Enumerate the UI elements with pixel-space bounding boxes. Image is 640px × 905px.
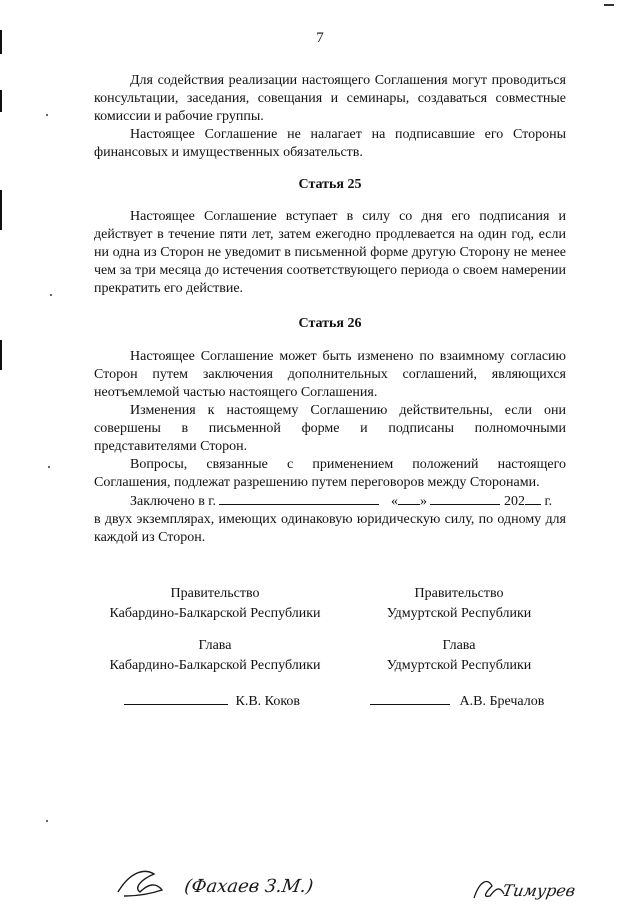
day-blank: [398, 492, 420, 505]
margin-mark: [0, 340, 2, 370]
article-26-paragraph-2: Изменения к настоящему Соглашению действительны, если они совершены в письменной форме и подписаны полномочными представителями Сторон.: [94, 403, 566, 454]
left-handwritten-signature: [110, 862, 320, 902]
left-signatory-name: К.В. Коков: [235, 694, 301, 709]
month-blank: [430, 492, 500, 505]
concluded-line: [94, 492, 566, 511]
right-org-line-2: Удмуртской Республики: [386, 606, 532, 621]
concluded-prefix: Заключено в г.: [130, 494, 216, 509]
right-title-line-1: Глава: [442, 638, 476, 653]
article-25-title: Статья 25: [298, 177, 362, 192]
quote-close: »: [419, 494, 427, 509]
corner-mark: [604, 4, 614, 6]
page-number: 7: [316, 30, 324, 46]
left-signature-blank: [124, 692, 228, 705]
left-title-line-1: Глава: [198, 638, 232, 653]
year-blank: [525, 492, 541, 505]
scan-speck: [46, 114, 48, 116]
margin-mark: [0, 90, 2, 112]
intro-paragraph-2: Настоящее Соглашение не налагает на подписавшие его Стороны финансовых и имущественных обязательств.: [94, 127, 566, 160]
margin-mark: [0, 190, 2, 230]
right-signature-blank: [370, 692, 450, 705]
scan-speck: [48, 466, 50, 468]
concluded-suffix: г.: [544, 494, 553, 509]
right-handwritten-note: Тимурев: [501, 881, 577, 900]
concluded-year: 202: [503, 494, 525, 509]
intro-section: [94, 72, 566, 162]
right-title-line-2: Удмуртской Республики: [386, 658, 532, 673]
article-25-body: [94, 208, 566, 298]
left-org-line-1: Правительство: [170, 586, 260, 601]
right-party-block: [324, 584, 594, 676]
right-signature-line: [370, 692, 544, 711]
scan-speck: [46, 820, 48, 822]
concluded-rest: в двух экземплярах, имеющих одинаковую юридическую силу, по одному для каждой из Сторон.: [94, 512, 566, 545]
article-25-paragraph-1: Настоящее Соглашение вступает в силу со дня его подписания и действует в течение пяти лет, затем ежегодно продлевается на один год, если ни одна из Сторон не уведомит в письменной форме другую Сторону не менее чем за три месяца до истечения соответствующего периода о своем намерении прекратить его действие.: [94, 209, 566, 296]
article-26-title: Статья 26: [298, 316, 362, 331]
left-handwritten-note: (Фахаев З.М.): [183, 876, 315, 897]
initials-scribble: [118, 871, 162, 896]
left-signature-line: [124, 692, 300, 711]
right-signatory-name: А.В. Бречалов: [459, 694, 545, 709]
intro-paragraph-1: Для содействия реализации настоящего Соглашения могут проводиться консультации, заседания, совещания и семинары, создаваться совместные комиссии и рабочие группы.: [94, 73, 566, 124]
article-26-paragraph-3: Вопросы, связанные с применением положений настоящего Соглашения, подлежат разрешению путем переговоров между Сторонами.: [94, 457, 566, 490]
article-26-body: [94, 348, 566, 547]
scan-speck: [50, 294, 52, 296]
left-org-line-2: Кабардино-Балкарской Республики: [109, 606, 321, 621]
city-blank: [219, 492, 379, 505]
signature-flourish: [474, 882, 504, 898]
article-26-paragraph-1: Настоящее Соглашение может быть изменено по взаимному согласию Сторон путем заключения дополнительных соглашений, являющихся неотъемлемой частью настоящего Соглашения.: [94, 349, 566, 400]
right-org-line-1: Правительство: [414, 586, 504, 601]
left-party-block: [80, 584, 350, 676]
right-handwritten-signature: [470, 872, 620, 904]
left-title-line-2: Кабардино-Балкарской Республики: [109, 658, 321, 673]
quote-open: «: [390, 494, 398, 509]
